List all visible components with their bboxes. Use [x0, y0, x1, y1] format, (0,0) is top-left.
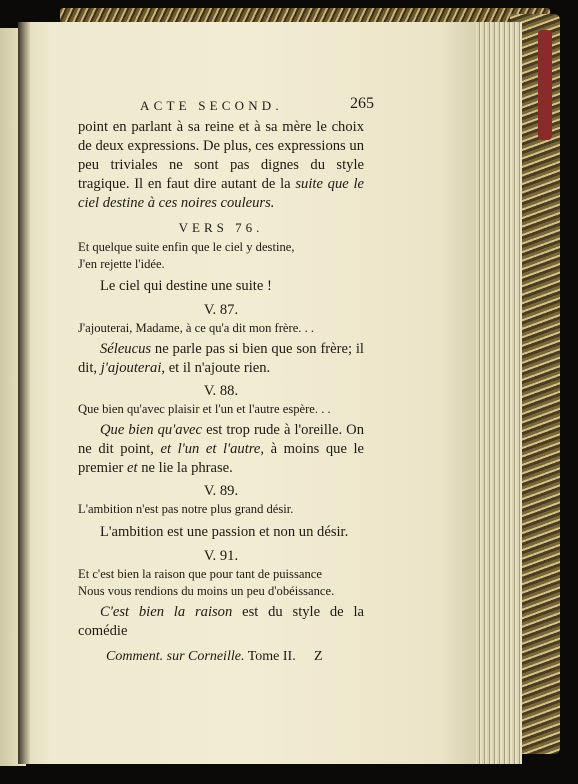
- verse-91-line-2: Nous vous rendions du moins un peu d'obéissance.: [78, 584, 335, 598]
- page-text: [78, 95, 374, 669]
- comment-2-text-2: , et il n'ajoute rien.: [161, 360, 271, 376]
- comment-4: L'ambition est une passion et non un désir.: [100, 524, 349, 540]
- comment-3-italic-2: et l'un et l'autre: [160, 441, 261, 457]
- verse-91-line-1: Et c'est bien la raison que pour tant de puissance: [78, 567, 322, 581]
- verse-91-label: V. 91.: [203, 548, 239, 564]
- verse-87-line: J'ajouterai, Madame, à ce qu'a dit mon frère. . .: [78, 321, 315, 335]
- comment-3-text-1: est trop rude à l'oreille. On ne dit point,: [78, 422, 365, 457]
- verse-89-line: L'ambition n'est pas notre plus grand désir.: [78, 502, 294, 516]
- paragraph-1: [78, 118, 364, 213]
- comment-3-italic-3: et: [127, 460, 138, 476]
- cover-red-lining: [538, 30, 552, 140]
- verse-89-label: V. 89.: [203, 483, 239, 499]
- comment-5-italic: C'est bien la raison: [100, 604, 233, 620]
- paragraph-1-italic: suite que le ciel destine à ces noires couleurs.: [78, 176, 364, 211]
- page-number: 265: [350, 95, 374, 112]
- comment-2-italic-2: j'ajouterai: [100, 360, 162, 376]
- comment-2: [78, 340, 364, 378]
- comment-3: [78, 421, 364, 478]
- comment-5: [78, 603, 364, 641]
- verse-87-label: V. 87.: [203, 302, 239, 318]
- verse-88-label: V. 88.: [203, 383, 239, 399]
- comment-3-text-2: , à moins que le premier: [78, 441, 365, 476]
- comment-2-italic-1: Séleucus: [100, 341, 152, 357]
- signature-italic: Comment. sur Corneille.: [106, 649, 245, 664]
- comment-2-text-1: ne parle pas si bien que son frère; il dit,: [78, 341, 364, 376]
- verse-88-line: Que bien qu'avec plaisir et l'un et l'autre espère. . .: [78, 402, 331, 416]
- page-header: [78, 95, 374, 118]
- comment-1: Le ciel qui destine une suite !: [100, 278, 272, 294]
- running-head: ACTE SECOND.: [140, 98, 283, 113]
- signature-letter: Z: [314, 649, 323, 664]
- comment-3-italic-1: Que bien qu'avec: [100, 422, 203, 438]
- page-footer: [78, 647, 364, 669]
- page-edges: [472, 22, 522, 764]
- page-gutter: [18, 22, 30, 764]
- paragraph-1-text: point en parlant à sa reine et à sa mère le choix de deux expressions. De plus, ces expressions un peu triviales ne sont pas dignes du style tragique. Il en faut dire autant de la: [78, 119, 364, 192]
- verse-76-label: VERS 76.: [178, 220, 264, 235]
- verse-76-line-2: J'en rejette l'idée.: [78, 257, 165, 271]
- signature-tome: Tome II.: [244, 649, 296, 664]
- comment-5-text: est du style de la comédie: [78, 604, 364, 639]
- verse-76-line-1: Et quelque suite enfin que le ciel y destine,: [78, 240, 295, 254]
- comment-3-text-3: ne lie la phrase.: [137, 460, 233, 476]
- signature-mark: [106, 647, 296, 666]
